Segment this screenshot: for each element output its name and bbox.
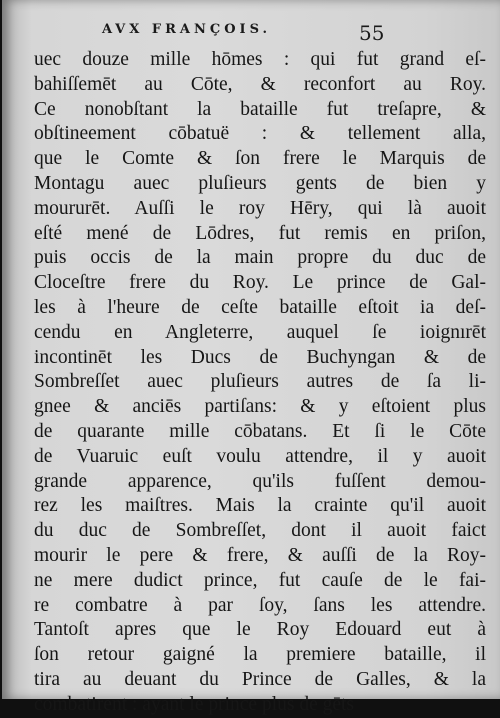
text-line: puis occis de la main propre du duc de bbox=[34, 247, 486, 269]
text-line: obſtineement cōbatuë : & tellement alla, bbox=[34, 123, 486, 145]
text-line: mourir le pere & frere, & auſſi de la Roy- bbox=[34, 544, 486, 566]
text-line: grande apparence, qu'ils fuſſent demou- bbox=[34, 470, 486, 492]
text-line: gnee & anciēs partiſans: & y eſtoient plus bbox=[34, 396, 486, 418]
text-line: de quarante mille cōbatans. Et ſi le Cōte bbox=[34, 420, 486, 442]
text-line: ne mere dudict prince, fut cauſe de le fai- bbox=[34, 569, 486, 591]
text-line: tira au deuant du Prince de Galles, & la bbox=[34, 668, 486, 690]
text-line: les à l'heure de ceſte bataille eſtoit ia deſ- bbox=[34, 296, 486, 318]
text-line: que le Comte & ſon frere le Marquis de bbox=[34, 148, 486, 170]
page-number: 55 bbox=[359, 21, 385, 45]
text-line: combatirent : ayant le prince plus de gēts bbox=[34, 693, 355, 715]
text-line: eſté mené de Lōdres, fut remis en priſon, bbox=[34, 222, 486, 244]
text-line: Sombreſſet auec pluſieurs autres de ſa li- bbox=[34, 371, 486, 393]
book-page bbox=[2, 0, 500, 715]
text-line: rez les maiſtres. Mais la crainte qu'il auoit bbox=[34, 495, 486, 517]
text-line: re combatre à par ſoy, ſans les attendre. bbox=[34, 594, 486, 616]
text-line: de Vuaruic euſt voulu attendre, il y auoit bbox=[34, 445, 486, 467]
text-line: Tantoſt apres que le Roy Edouard eut à bbox=[34, 619, 486, 641]
text-line: bahiſſemēt au Cōte, & reconfort au Roy. bbox=[34, 73, 486, 95]
body-text bbox=[34, 48, 486, 718]
text-line: Ce nonobſtant la bataille fut treſapre, & bbox=[34, 98, 486, 120]
text-line: incontinēt les Ducs de Buchyngan & de bbox=[34, 346, 486, 368]
text-line: du duc de Sombreſſet, dont il auoit faict bbox=[34, 520, 486, 542]
text-line: ſon retour gaigné la premiere bataille, il bbox=[34, 644, 486, 666]
text-line: uec douze mille hōmes : qui fut grand eſ- bbox=[34, 49, 486, 70]
running-title: AVX FRANÇOIS. bbox=[102, 22, 272, 37]
text-line: Montagu auec pluſieurs gents de bien y bbox=[34, 172, 486, 194]
text-line: cendu en Angleterre, auquel ſe ioignırēt bbox=[34, 321, 486, 343]
text-line: Cloceſtre frere du Roy. Le prince de Gal- bbox=[34, 272, 486, 294]
text-line: moururēt. Auſſi le roy Hēry, qui là auoit bbox=[34, 197, 486, 219]
